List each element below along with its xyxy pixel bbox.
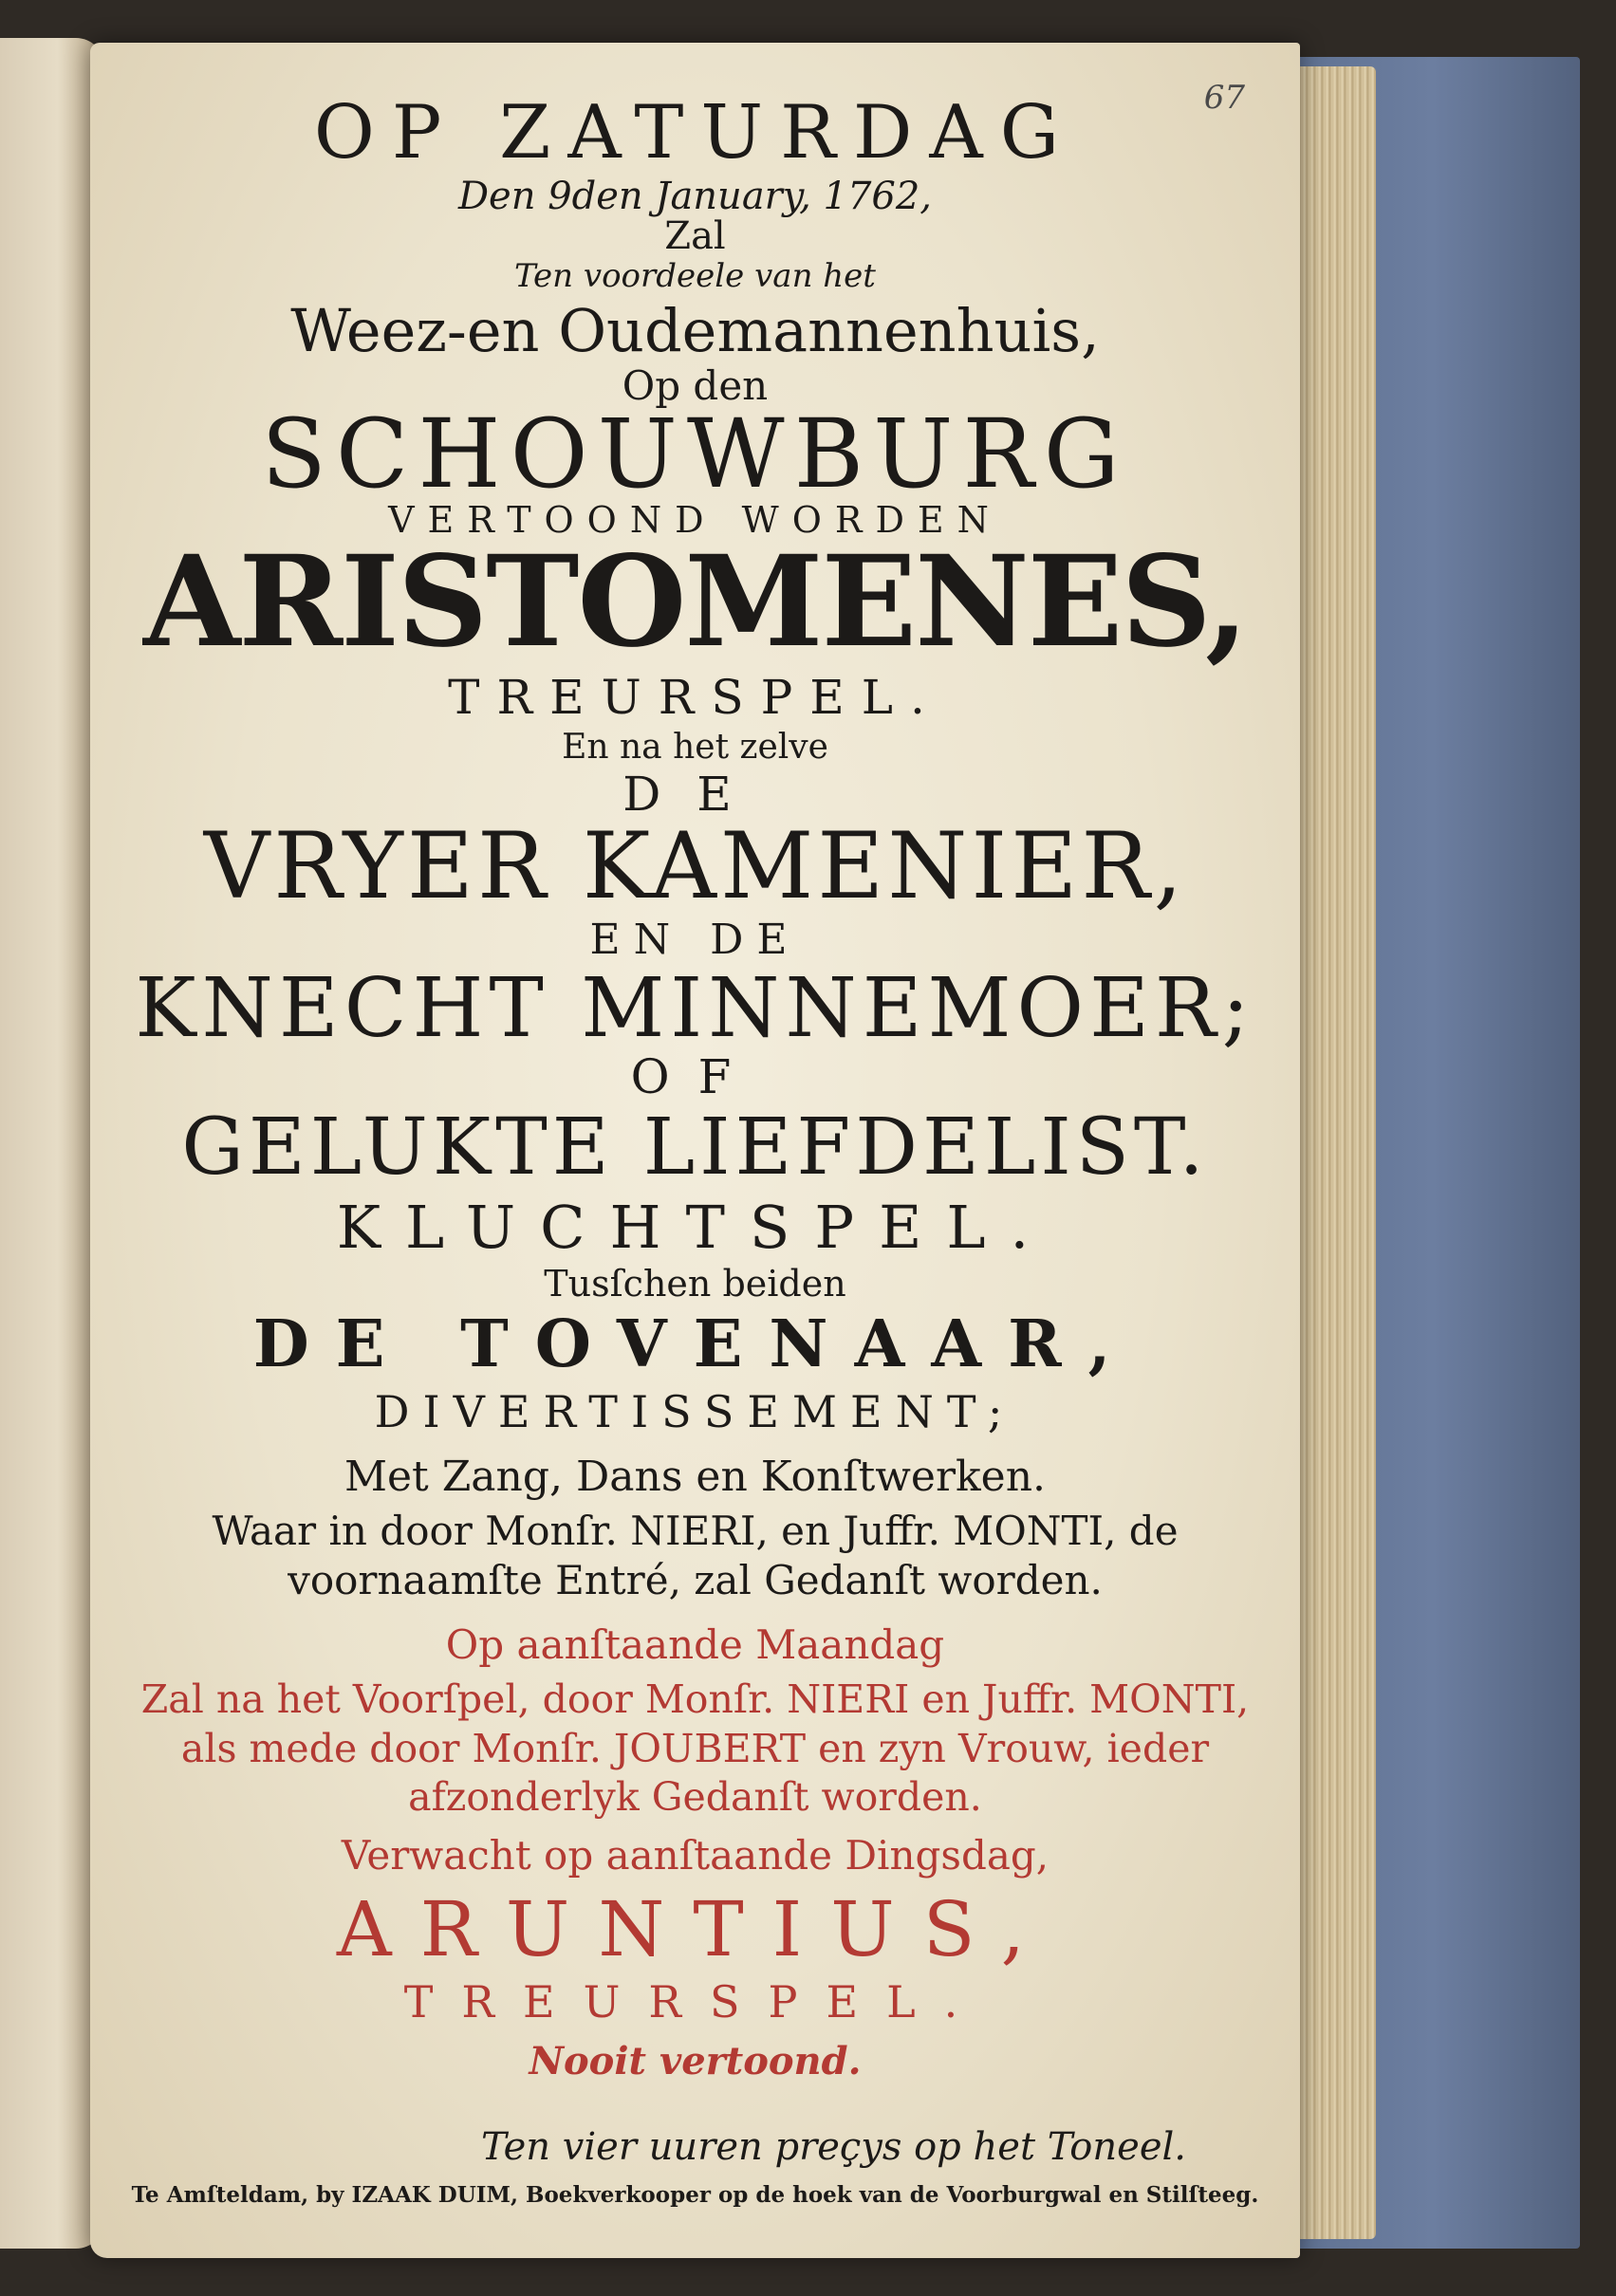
poster-line: SCHOUWBURG — [261, 398, 1129, 509]
poster-line: DIVERTISSEMENT; — [374, 1385, 1016, 1437]
poster-line: VRYER KAMENIER, — [203, 813, 1187, 920]
poster-line: VERTOOND WORDEN — [388, 498, 1002, 541]
poster-line: Zal — [664, 213, 726, 258]
poster-line-red: als mede door Monſr. JOUBERT en zyn Vrouw, ieder — [180, 1725, 1210, 1771]
poster-line: Waar in door Monſr. NIERI, en Juffr. MONTI, de — [212, 1508, 1179, 1555]
poster-line: OF — [630, 1048, 760, 1104]
poster-line-red: ARUNTIUS, — [336, 1884, 1054, 1973]
poster-line: Met Zang, Dans en Konſtwerken. — [344, 1453, 1047, 1501]
poster-line: En na het zelve — [562, 728, 828, 768]
poster-line: OP ZATURDAG — [313, 90, 1077, 176]
poster-line: Ten vier uuren preçys op het Toneel. — [481, 2125, 1186, 2169]
poster-line: Den 9den January, 1762, — [457, 174, 933, 218]
poster-text-block — [90, 90, 1300, 2208]
poster-title: ARISTOMENES, — [143, 528, 1247, 676]
poster-line-red: Op aanſtaande Maandag — [445, 1621, 945, 1669]
poster-line-red: Nooit vertoond. — [529, 2039, 862, 2083]
page-number: 67 — [1203, 79, 1245, 117]
poster-line: TREURSPEL. — [448, 669, 942, 725]
poster-line: DE — [622, 766, 768, 822]
poster-line: Op den — [622, 361, 769, 409]
poster-line: voornaamſte Entré, zal Gedanſt worden. — [288, 1557, 1103, 1604]
poster-line: KLUCHTSPEL. — [336, 1193, 1054, 1263]
poster-line-red: TREURSPEL. — [403, 1975, 987, 2028]
poster-line-red: afzonderlyk Gedanſt worden. — [408, 1773, 982, 1820]
poster-line: GELUKTE LIEFDELIST. — [181, 1102, 1209, 1194]
poster-line-red: Zal na het Voorſpel, door Monſr. NIERI en Juffr. MONTI, — [140, 1676, 1250, 1723]
poster-page — [90, 43, 1300, 2258]
poster-line: EN DE — [589, 916, 801, 965]
poster-line: KNECHT MINNEMOER; — [135, 961, 1255, 1057]
poster-line: Weez-en Oudemannenhuis, — [290, 295, 1100, 365]
poster-line-red: Verwacht op aanſtaande Dingsdag, — [341, 1831, 1049, 1879]
poster-line: Ten voordeele van het — [514, 256, 876, 295]
poster-line: DE TOVENAAR, — [252, 1306, 1138, 1383]
poster-line: Tusſchen beiden — [544, 1263, 846, 1305]
printer-imprint: Te Amſteldam, by IZAAK DUIM, Boekverkooper op de hoek van de Voorburgwal en Stilſteeg. — [131, 2182, 1259, 2208]
left-page-edge — [0, 38, 104, 2249]
